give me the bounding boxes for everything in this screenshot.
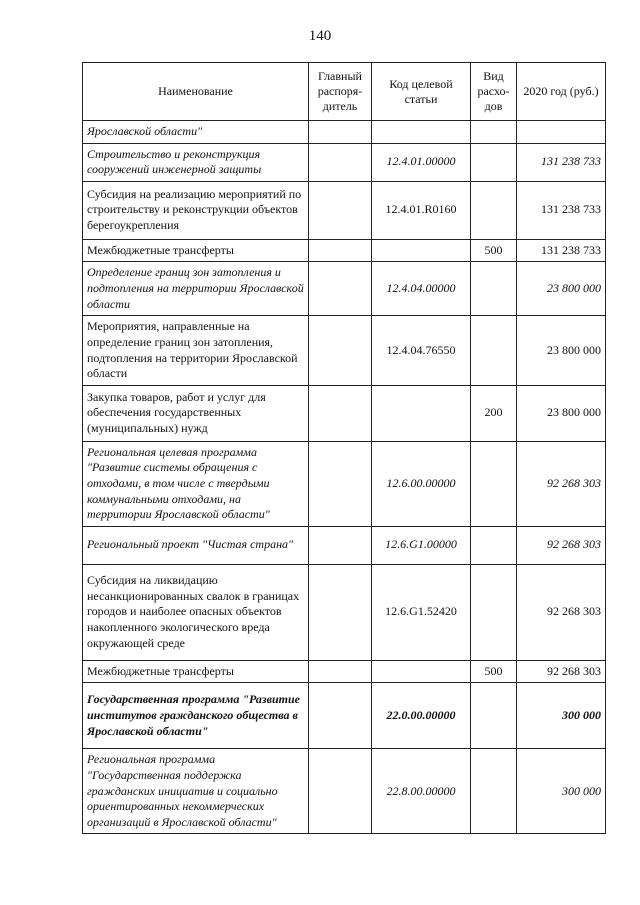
row-admin	[309, 121, 372, 144]
row-admin	[309, 181, 372, 239]
row-name: Субсидия на реализацию мероприятий по строительству и реконструкции объектов берегоукрепления	[83, 181, 309, 239]
row-kind	[471, 564, 517, 660]
row-kind	[471, 316, 517, 385]
row-name: Мероприятия, направленные на определение границ зон затопления, подтопления на территории Ярославской области	[83, 316, 309, 385]
table-row	[83, 316, 606, 385]
row-sum: 23 800 000	[517, 316, 606, 385]
row-name: Закупка товаров, работ и услуг для обеспечения государственных (муниципальных) нужд	[83, 385, 309, 441]
row-admin	[309, 143, 372, 181]
row-name: Межбюджетные трансферты	[83, 239, 309, 262]
row-sum: 300 000	[517, 683, 606, 749]
row-kind	[471, 526, 517, 564]
table-row	[83, 181, 606, 239]
row-admin	[309, 526, 372, 564]
header-code: Код целевой статьи	[372, 63, 471, 121]
row-kind: 500	[471, 660, 517, 683]
row-sum: 23 800 000	[517, 262, 606, 316]
row-name: Государственная программа "Развитие институтов гражданского общества в Ярославской области"	[83, 683, 309, 749]
row-sum: 92 268 303	[517, 441, 606, 526]
header-kind: Вид расхо-дов	[471, 63, 517, 121]
row-code: 12.6.00.00000	[372, 441, 471, 526]
row-code: 12.4.04.00000	[372, 262, 471, 316]
row-sum: 131 238 733	[517, 181, 606, 239]
row-code: 12.4.04.76550	[372, 316, 471, 385]
row-admin	[309, 660, 372, 683]
row-sum: 131 238 733	[517, 143, 606, 181]
row-sum	[517, 121, 606, 144]
row-name: Региональный проект "Чистая страна"	[83, 526, 309, 564]
row-admin	[309, 683, 372, 749]
row-code: 12.4.01.R0160	[372, 181, 471, 239]
table-row	[83, 660, 606, 683]
row-name: Строительство и реконструкция сооружений инженерной защиты	[83, 143, 309, 181]
table-row	[83, 262, 606, 316]
row-code: 12.6.G1.00000	[372, 526, 471, 564]
row-sum: 92 268 303	[517, 660, 606, 683]
row-admin	[309, 385, 372, 441]
row-admin	[309, 239, 372, 262]
page-number: 140	[308, 28, 332, 44]
row-kind	[471, 181, 517, 239]
row-kind	[471, 262, 517, 316]
row-admin	[309, 316, 372, 385]
table-row	[83, 526, 606, 564]
row-kind: 500	[471, 239, 517, 262]
table-row	[83, 683, 606, 749]
row-name: Региональная программа "Государственная поддержка гражданских инициатив и социально ориентированных некоммерческих организаций в Ярославской области"	[83, 749, 309, 834]
row-code	[372, 385, 471, 441]
row-kind: 200	[471, 385, 517, 441]
table-row	[83, 239, 606, 262]
row-admin	[309, 441, 372, 526]
row-kind	[471, 441, 517, 526]
table-row	[83, 385, 606, 441]
table-row	[83, 564, 606, 660]
row-code	[372, 239, 471, 262]
row-sum: 131 238 733	[517, 239, 606, 262]
row-sum: 92 268 303	[517, 526, 606, 564]
row-admin	[309, 749, 372, 834]
row-code: 22.8.00.00000	[372, 749, 471, 834]
row-name: Субсидия на ликвидацию несанкционированных свалок в границах городов и наиболее опасных объектов накопленного экологического вреда окружающей среде	[83, 564, 309, 660]
header-sum: 2020 год (руб.)	[517, 63, 606, 121]
row-admin	[309, 262, 372, 316]
row-name: Ярославской области"	[83, 121, 309, 144]
row-code	[372, 121, 471, 144]
row-kind	[471, 121, 517, 144]
row-name: Определение границ зон затопления и подтопления на территории Ярославской области	[83, 262, 309, 316]
table-header-row	[83, 63, 606, 121]
header-name: Наименование	[83, 63, 309, 121]
budget-table	[82, 62, 606, 834]
row-code: 12.4.01.00000	[372, 143, 471, 181]
row-sum: 300 000	[517, 749, 606, 834]
row-code: 22.0.00.00000	[372, 683, 471, 749]
row-admin	[309, 564, 372, 660]
row-sum: 92 268 303	[517, 564, 606, 660]
row-name: Региональная целевая программа "Развитие системы обращения с отходами, в том числе с твердыми коммунальными отходами, на территории Ярославской области"	[83, 441, 309, 526]
table-row	[83, 143, 606, 181]
table-row	[83, 749, 606, 834]
row-code	[372, 660, 471, 683]
header-admin: Главный распоря-дитель	[309, 63, 372, 121]
row-kind	[471, 749, 517, 834]
row-sum: 23 800 000	[517, 385, 606, 441]
table-row	[83, 121, 606, 144]
row-kind	[471, 143, 517, 181]
row-name: Межбюджетные трансферты	[83, 660, 309, 683]
row-kind	[471, 683, 517, 749]
row-code: 12.6.G1.52420	[372, 564, 471, 660]
table-row	[83, 441, 606, 526]
